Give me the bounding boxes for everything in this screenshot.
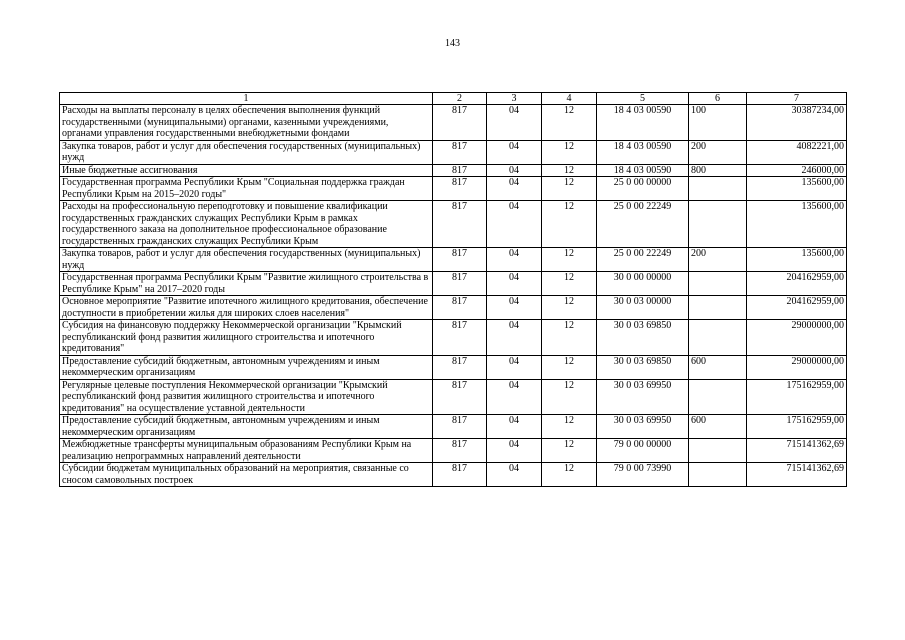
row-sum: 175162959,00 xyxy=(747,415,847,439)
row-name: Межбюджетные трансферты муниципальным образованиям Республики Крым на реализацию непрограммных направлений деятельности xyxy=(60,439,433,463)
table-row xyxy=(60,140,847,164)
table-row xyxy=(60,164,847,177)
row-sum: 175162959,00 xyxy=(747,379,847,415)
row-ved: 817 xyxy=(433,379,487,415)
table-row xyxy=(60,463,847,487)
row-ved: 817 xyxy=(433,320,487,356)
row-ved: 817 xyxy=(433,355,487,379)
row-rz: 04 xyxy=(487,415,542,439)
row-pr: 12 xyxy=(542,355,597,379)
row-vr xyxy=(689,320,747,356)
row-pr: 12 xyxy=(542,272,597,296)
row-pr: 12 xyxy=(542,164,597,177)
row-vr xyxy=(689,463,747,487)
row-rz: 04 xyxy=(487,164,542,177)
row-sum: 204162959,00 xyxy=(747,296,847,320)
row-ved: 817 xyxy=(433,201,487,248)
row-ved: 817 xyxy=(433,272,487,296)
row-vr xyxy=(689,201,747,248)
row-csr: 30 0 03 69950 xyxy=(597,415,689,439)
row-rz: 04 xyxy=(487,177,542,201)
row-sum: 29000000,00 xyxy=(747,320,847,356)
row-sum: 715141362,69 xyxy=(747,463,847,487)
row-ved: 817 xyxy=(433,248,487,272)
row-rz: 04 xyxy=(487,320,542,356)
header-col-4: 4 xyxy=(542,93,597,105)
row-sum: 715141362,69 xyxy=(747,439,847,463)
row-rz: 04 xyxy=(487,296,542,320)
row-name: Субсидия на финансовую поддержку Некоммерческой организации "Крымский республиканский фонд развития жилищного строительства и ипотечного кредитования" xyxy=(60,320,433,356)
table-row xyxy=(60,177,847,201)
row-name: Закупка товаров, работ и услуг для обеспечения государственных (муниципальных) нужд xyxy=(60,248,433,272)
row-rz: 04 xyxy=(487,355,542,379)
row-pr: 12 xyxy=(542,463,597,487)
table-row xyxy=(60,320,847,356)
row-csr: 79 0 00 73990 xyxy=(597,463,689,487)
row-csr: 25 0 00 22249 xyxy=(597,201,689,248)
row-ved: 817 xyxy=(433,463,487,487)
row-sum: 4082221,00 xyxy=(747,140,847,164)
row-vr xyxy=(689,439,747,463)
row-ved: 817 xyxy=(433,439,487,463)
table-row xyxy=(60,439,847,463)
row-name: Расходы на профессиональную переподготовку и повышение квалификации государственных гражданских служащих Республики Крым в рамках государственного заказа на дополнительное профессиональное образование государственных гражданских служащих Республики Крым xyxy=(60,201,433,248)
row-vr xyxy=(689,272,747,296)
row-vr xyxy=(689,379,747,415)
row-ved: 817 xyxy=(433,415,487,439)
row-rz: 04 xyxy=(487,379,542,415)
row-name: Основное мероприятие "Развитие ипотечного жилищного кредитования, обеспечение доступности в приобретении жилья для широких слоев населения" xyxy=(60,296,433,320)
row-csr: 30 0 03 69950 xyxy=(597,379,689,415)
row-pr: 12 xyxy=(542,201,597,248)
row-csr: 18 4 03 00590 xyxy=(597,140,689,164)
row-ved: 817 xyxy=(433,105,487,141)
row-csr: 25 0 00 22249 xyxy=(597,248,689,272)
row-ved: 817 xyxy=(433,177,487,201)
row-vr xyxy=(689,296,747,320)
row-ved: 817 xyxy=(433,140,487,164)
row-pr: 12 xyxy=(542,439,597,463)
table-row xyxy=(60,296,847,320)
row-csr: 25 0 00 00000 xyxy=(597,177,689,201)
row-vr: 600 xyxy=(689,415,747,439)
row-csr: 18 4 03 00590 xyxy=(597,164,689,177)
budget-table xyxy=(59,92,847,487)
row-sum: 135600,00 xyxy=(747,177,847,201)
row-csr: 30 0 03 00000 xyxy=(597,296,689,320)
row-pr: 12 xyxy=(542,296,597,320)
table-row xyxy=(60,355,847,379)
row-pr: 12 xyxy=(542,105,597,141)
row-vr: 200 xyxy=(689,248,747,272)
row-csr: 30 0 00 00000 xyxy=(597,272,689,296)
row-pr: 12 xyxy=(542,248,597,272)
row-name: Субсидии бюджетам муниципальных образований на мероприятия, связанные со сносом самовольных построек xyxy=(60,463,433,487)
row-pr: 12 xyxy=(542,415,597,439)
row-pr: 12 xyxy=(542,140,597,164)
row-csr: 79 0 00 00000 xyxy=(597,439,689,463)
row-ved: 817 xyxy=(433,296,487,320)
row-vr: 200 xyxy=(689,140,747,164)
row-name: Регулярные целевые поступления Некоммерческой организации "Крымский республиканский фонд развития жилищного строительства и ипотечного кредитования" на осуществление уставной деятельности xyxy=(60,379,433,415)
row-rz: 04 xyxy=(487,105,542,141)
row-rz: 04 xyxy=(487,248,542,272)
row-name: Закупка товаров, работ и услуг для обеспечения государственных (муниципальных) нужд xyxy=(60,140,433,164)
row-name: Государственная программа Республики Крым "Социальная поддержка граждан Республики Крым на 2015–2020 годы" xyxy=(60,177,433,201)
row-sum: 246000,00 xyxy=(747,164,847,177)
row-rz: 04 xyxy=(487,272,542,296)
row-rz: 04 xyxy=(487,463,542,487)
row-sum: 135600,00 xyxy=(747,201,847,248)
table-row xyxy=(60,379,847,415)
row-sum: 30387234,00 xyxy=(747,105,847,141)
header-col-3: 3 xyxy=(487,93,542,105)
row-name: Иные бюджетные ассигнования xyxy=(60,164,433,177)
row-vr: 800 xyxy=(689,164,747,177)
table-row xyxy=(60,105,847,141)
header-col-1: 1 xyxy=(60,93,433,105)
row-vr: 100 xyxy=(689,105,747,141)
row-pr: 12 xyxy=(542,379,597,415)
table-row xyxy=(60,415,847,439)
row-csr: 18 4 03 00590 xyxy=(597,105,689,141)
row-rz: 04 xyxy=(487,201,542,248)
table-header-row xyxy=(60,93,847,105)
row-pr: 12 xyxy=(542,177,597,201)
row-sum: 135600,00 xyxy=(747,248,847,272)
header-col-5: 5 xyxy=(597,93,689,105)
page-number: 143 xyxy=(445,38,460,49)
row-name: Расходы на выплаты персоналу в целях обеспечения выполнения функций государственными (муниципальными) органами, казенными учреждениями, органами управления государственными внебюджетными фондами xyxy=(60,105,433,141)
row-rz: 04 xyxy=(487,439,542,463)
header-col-2: 2 xyxy=(433,93,487,105)
row-csr: 30 0 03 69850 xyxy=(597,320,689,356)
table-row xyxy=(60,248,847,272)
row-name: Государственная программа Республики Крым "Развитие жилищного строительства в Республике Крым" на 2017–2020 годы xyxy=(60,272,433,296)
row-csr: 30 0 03 69850 xyxy=(597,355,689,379)
row-name: Предоставление субсидий бюджетным, автономным учреждениям и иным некоммерческим организациям xyxy=(60,415,433,439)
row-vr xyxy=(689,177,747,201)
row-sum: 204162959,00 xyxy=(747,272,847,296)
row-rz: 04 xyxy=(487,140,542,164)
table-row xyxy=(60,272,847,296)
table-row xyxy=(60,201,847,248)
row-name: Предоставление субсидий бюджетным, автономным учреждениям и иным некоммерческим организациям xyxy=(60,355,433,379)
row-pr: 12 xyxy=(542,320,597,356)
row-vr: 600 xyxy=(689,355,747,379)
header-col-7: 7 xyxy=(747,93,847,105)
row-sum: 29000000,00 xyxy=(747,355,847,379)
header-col-6: 6 xyxy=(689,93,747,105)
row-ved: 817 xyxy=(433,164,487,177)
